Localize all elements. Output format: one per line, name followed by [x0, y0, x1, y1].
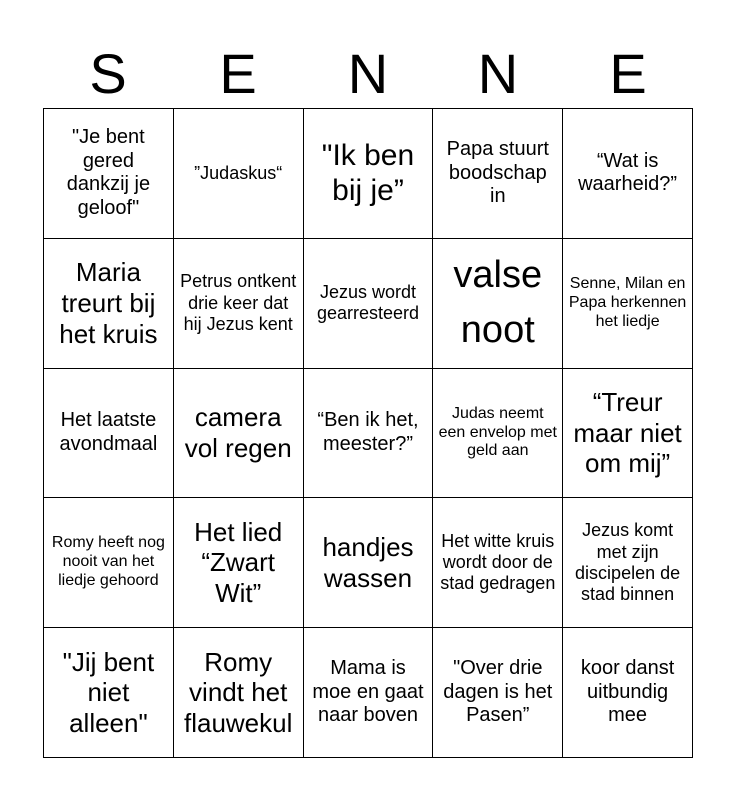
cell-text: “Treur maar niet om mij” [573, 386, 682, 479]
cell-text: “Ben ik het, meester?” [317, 409, 419, 455]
cell-text: Het laatste avondmaal [59, 409, 158, 455]
bingo-cell-r4c5[interactable] [563, 498, 693, 628]
cell-text: valse noot [453, 254, 543, 352]
cell-text: Senne, Milan en Papa herkennen het liedje [568, 274, 687, 330]
cell-text: "Ik ben bij je” [321, 139, 415, 208]
bingo-cell-r2c3[interactable] [304, 239, 434, 369]
cell-text: ”Judaskus“ [194, 162, 283, 183]
cell-text: “Wat is waarheid?” [578, 149, 678, 196]
bingo-cell-r3c4[interactable] [433, 369, 563, 499]
cell-text: camera vol regen [184, 402, 292, 463]
cell-text: Papa stuurt boodschap in [446, 138, 549, 208]
cell-text: Het witte kruis wordt door de stad gedragen [440, 530, 556, 594]
bingo-cell-r1c4[interactable] [433, 109, 563, 239]
bingo-cell-r5c5[interactable] [563, 628, 693, 758]
bingo-cell-r5c1[interactable] [44, 628, 174, 758]
bingo-cell-r5c3[interactable] [304, 628, 434, 758]
bingo-cell-r3c2[interactable] [174, 369, 304, 499]
bingo-cell-r5c2[interactable] [174, 628, 304, 758]
header-letter-3: N [347, 42, 389, 105]
cell-text: Judas neemt een envelop met geld aan [438, 404, 557, 460]
bingo-cell-r3c3[interactable] [304, 369, 434, 499]
bingo-cell-r3c5[interactable] [563, 369, 693, 499]
bingo-header [43, 40, 693, 108]
cell-text: Petrus ontkent drie keer dat hij Jezus kent [180, 271, 297, 334]
bingo-cell-r4c2[interactable] [174, 498, 304, 628]
bingo-cell-r3c1[interactable] [44, 369, 174, 499]
header-letter-1: S [89, 42, 127, 105]
cell-text: "Je bent gered dankzij je geloof" [66, 126, 151, 219]
cell-text: "Jij bent niet alleen" [62, 646, 155, 738]
bingo-cell-r2c2[interactable] [174, 239, 304, 369]
bingo-cell-r1c5[interactable] [563, 109, 693, 239]
bingo-cell-r2c1[interactable] [44, 239, 174, 369]
bingo-cell-r4c3[interactable] [304, 498, 434, 628]
bingo-board [43, 108, 693, 758]
cell-text: Mama is moe en gaat naar boven [312, 657, 424, 727]
cell-text: Jezus wordt gearresteerd [316, 281, 420, 324]
cell-text: Romy heeft nog nooit van het liedje gehoord [51, 534, 165, 590]
cell-text: Maria treurt bij het kruis [59, 257, 158, 349]
cell-text: Romy vindt het flauwekul [183, 646, 293, 738]
cell-text: koor danst uitbundig mee [580, 657, 675, 727]
bingo-cell-r2c4[interactable] [433, 239, 563, 369]
bingo-cell-r4c4[interactable] [433, 498, 563, 628]
cell-text: Het lied “Zwart Wit” [194, 516, 283, 609]
bingo-cell-r4c1[interactable] [44, 498, 174, 628]
bingo-cell-r1c3[interactable] [304, 109, 434, 239]
bingo-cell-r1c2[interactable] [174, 109, 304, 239]
header-letter-5: E [609, 42, 647, 105]
bingo-cell-r1c1[interactable] [44, 109, 174, 239]
bingo-cell-r5c4[interactable] [433, 628, 563, 758]
header-letter-2: E [219, 42, 257, 105]
header-letter-4: N [477, 42, 519, 105]
cell-text: handjes wassen [322, 532, 414, 593]
cell-text: "Over drie dagen is het Pasen” [443, 657, 553, 727]
cell-text: Jezus komt met zijn discipelen de stad binnen [575, 520, 681, 605]
bingo-cell-r2c5[interactable] [563, 239, 693, 369]
